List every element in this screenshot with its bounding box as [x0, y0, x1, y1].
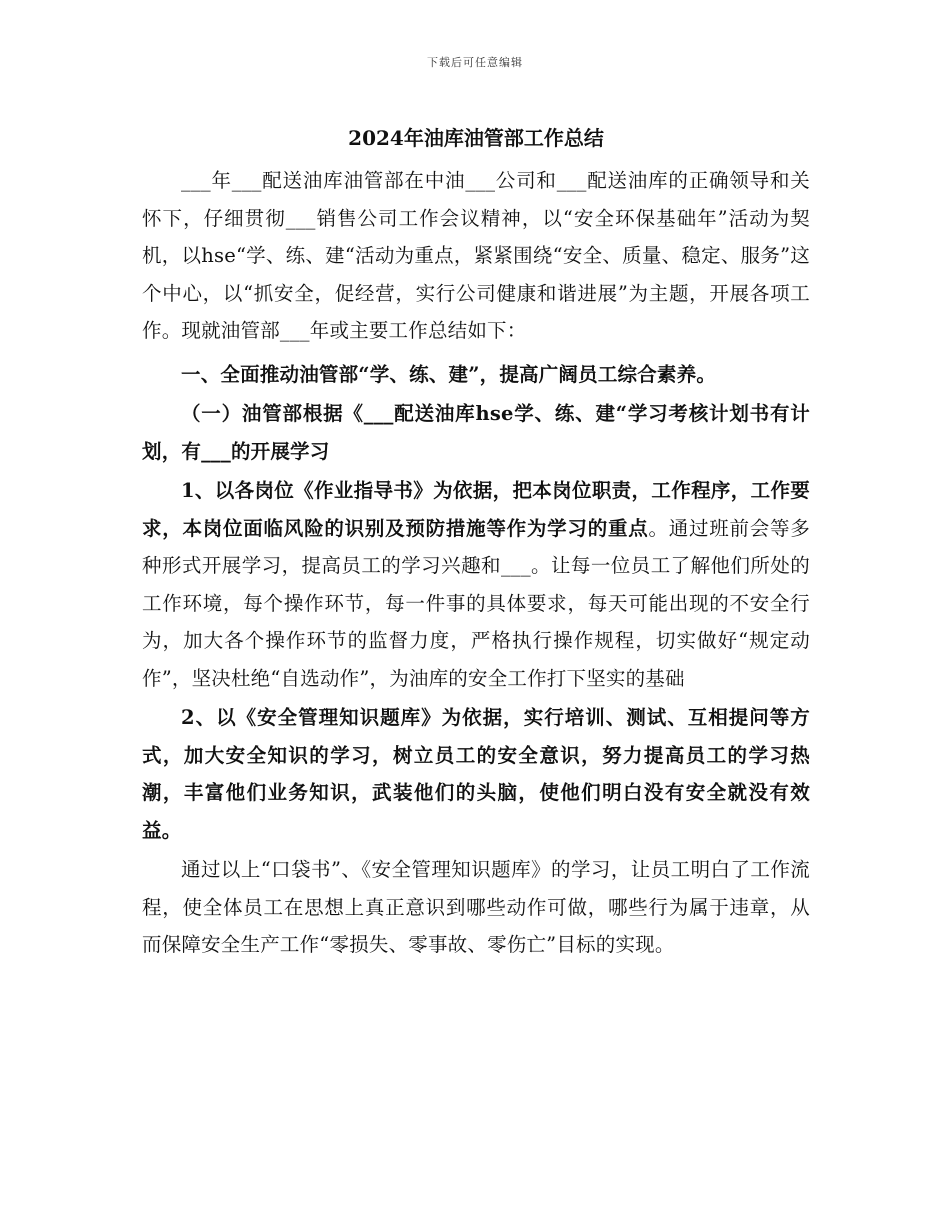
document-title: 2024年油库油管部工作总结	[348, 126, 604, 150]
conclusion-paragraph: 通过以上“口袋书”、《安全管理知识题库》的学习，让员工明白了工作流程，使全体员工在思想上真正意识到哪些动作可做，哪些行为属于违章，从而保障安全生产工作“零损失、零事故、零伤亡”目标的实现。	[142, 858, 810, 956]
intro-paragraph: ___年___配送油库油管部在中油___公司和___配送油库的正确领导和关怀下，仔细贯彻___销售公司工作会议精神，以“安全环保基础年”活动为契机，以hse“学、练、建“活动为重点，紧紧围绕“安全、质量、稳定、服务”这个中心，以“抓安全，促经营，实行公司健康和谐进展”为主题，开展各项工作。现就油管部___年或主要工作总结如下：	[142, 169, 810, 342]
item-1-body-text: 。通过班前会等多种形式开展学习，提高员工的学习兴趣和___。让每一位员工了解他们所处的工作环境，每个操作环节，每一件事的具体要求，每天可能出现的不安全行为，加大各个操作环节的监督力度，严格执行操作规程，切实做好“规定动作”，坚决杜绝“自选动作”，为油库的安全工作打下坚实的基础	[142, 516, 810, 690]
section-heading-1: 一、全面推动油管部“学、练、建”，提高广阔员工综合素养。	[181, 362, 717, 386]
document-body	[142, 120, 810, 964]
item-1-paragraph	[142, 472, 810, 697]
item-2-paragraph: 2、以《安全管理知识题库》为依据，实行培训、测试、互相提问等方式，加大安全知识的学习，树立员工的安全意识，努力提高员工的学习热潮，丰富他们业务知识，武装他们的头脑，使他们明白没有安全就没有效益。	[142, 706, 810, 842]
subsection-heading-1: （一）油管部根据《___配送油库hse学、练、建“学习考核计划书有计划，有___的开展学习	[142, 402, 810, 463]
item-1-bold-text: 1、以各岗位《作业指导书》为依据，把本岗位职责，工作程序，工作要求，本岗位面临风险的识别及预防措施等作为学习的重点	[142, 479, 810, 540]
header-note: 下载后可任意编辑	[427, 56, 523, 69]
